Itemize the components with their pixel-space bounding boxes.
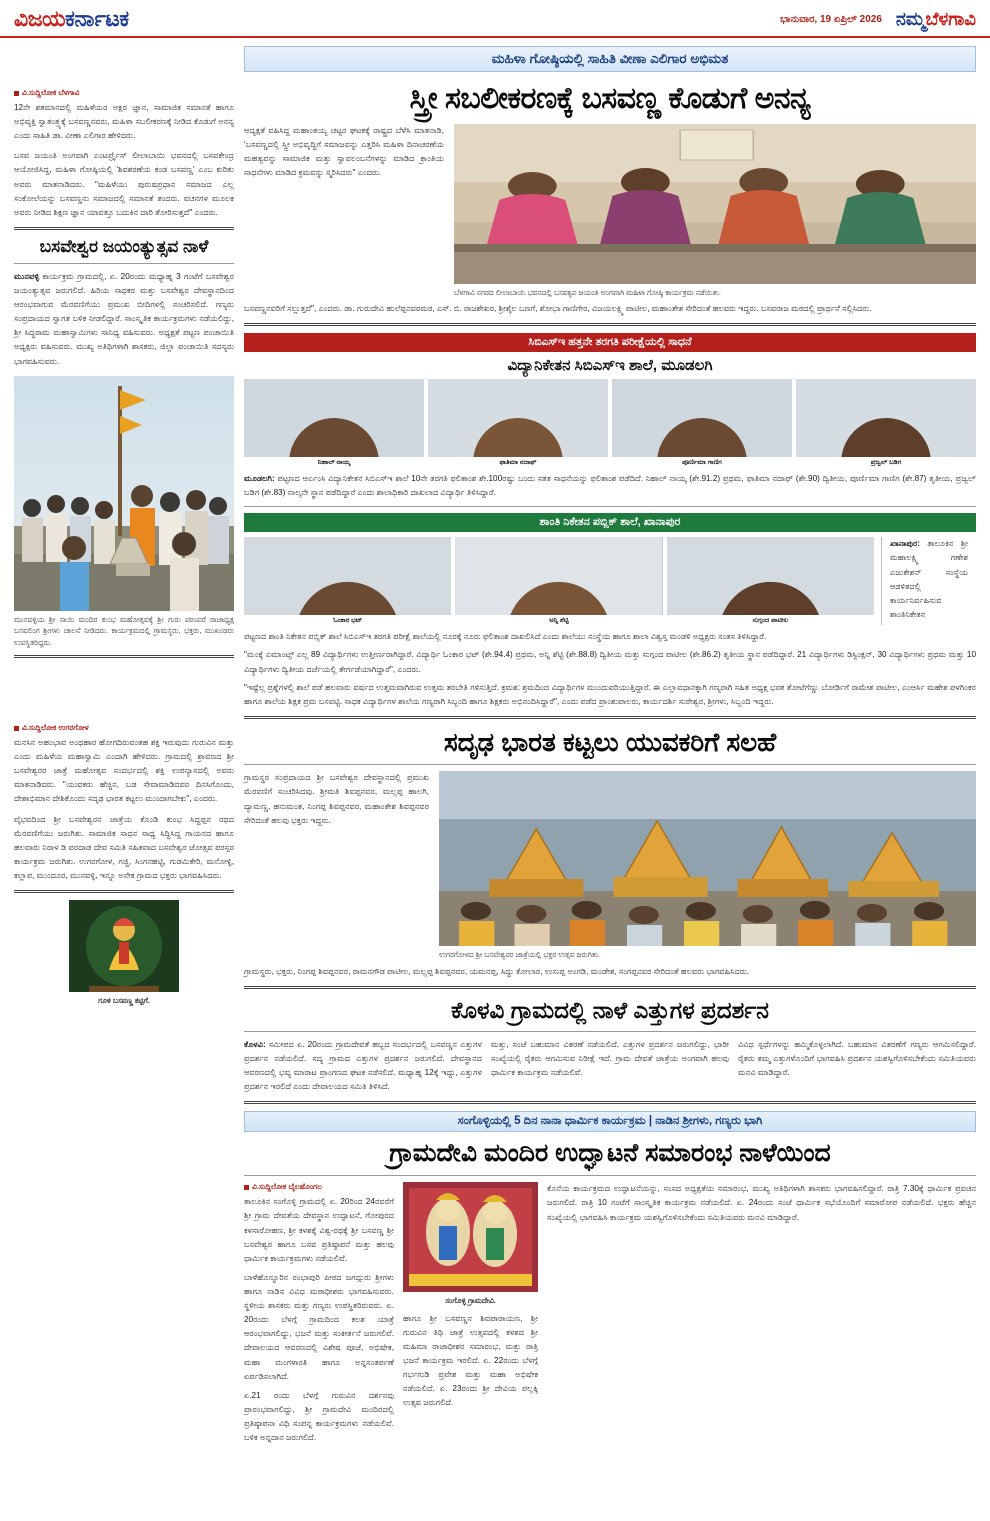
logo-text-2: ಕರ್ನಾಟಕ	[65, 6, 129, 31]
cbse-bar: ಸಿಬಿಎಸ್ಇ ಹತ್ತನೇ ತರಗತಿ ಪರೀಕ್ಷೆಯಲ್ಲಿ ಸಾಧನೆ	[244, 333, 976, 352]
temple-headline: ಗ್ರಾಮದೇವಿ ಮಂದಿರ ಉದ್ಘಾಟನೆ ಸಮಾರಂಭ ನಾಳೆಯಿಂದ	[389, 1139, 831, 1168]
left-column	[14, 46, 234, 1445]
student-name: ಫಾತಿಮಾ ನದಾಫ್	[499, 459, 537, 467]
student-name: ನಿಹಾಲ್ ನಾಯ್ಕ	[317, 459, 351, 467]
lead-strap: ಮಹಿಳಾ ಗೋಷ್ಠಿಯಲ್ಲಿ ಸಾಹಿತಿ ವೀಣಾ ಎಲಿಗಾರ ಅಭಿಮತ	[244, 46, 976, 72]
lead-headline: ಸ್ತ್ರೀ ಸಬಲೀಕರಣಕ್ಕೆ ಬಸವಣ್ಣ ಕೊಡುಗೆ ಅನನ್ಯ	[409, 82, 811, 115]
youth-col4: ಗ್ರಾಮಸ್ಥರು, ಭಕ್ತರು, ನಿಂಗಪ್ಪ ಶಿವಪ್ಪನವರ, ರಾಮನಗೌಡ ಪಾಟೀಲ, ಮಲ್ಲಪ್ಪ ಶಿವಪ್ಪನವರ, ಯಮನಪ್ಪ, ಸಿದ್ಧು ಕೋಲಾರ, ಉಸುಪ್ಪ ಅಂಗಡಿ, ಮಂಡೇಶ, ಸಂಗಪ್ಪನವರ ಸೇರಿದಂತೆ ಹಲವರು ಭಾಗವಹಿಸಿದರು.	[244, 966, 749, 976]
kolavi-col2: ಮತ್ತು, ಸಂಜೆ ಬಹುಮಾನ ವಿತರಣೆ ನಡೆಯಲಿದೆ. ಎತ್ತುಗಳ ಪ್ರದರ್ಶನ ಜರುಗಲಿದ್ದು, ಭಾರೀ ಸಂಖ್ಯೆಯಲ್ಲಿ ರೈತರು ಆಗಮಿಸುವ ನಿರೀಕ್ಷೆ ಇದೆ. ಗ್ರಾಮ ದೇವತೆ ಜಾತ್ರೆಯ ಅಂಗವಾಗಿ ಹಲವು ಧಾರ್ಮಿಕ ಕಾರ್ಯಕ್ರಮ ನಡೆಯಲಿವೆ.	[491, 1039, 729, 1077]
shanti-side	[890, 537, 968, 622]
shanti-text2: "ಮಂಕ್ಕೆ ಎಮಾಂಟ್ಸ್ ಎಲ್ಲ 89 ವಿದ್ಯಾರ್ಥಿಗಳು ಉತ್ತೀರ್ಣರಾಗಿದ್ದಾರೆ. ವಿದ್ಯಾರ್ಥಿ ಓಂಕಾರ ಭಟ್ (ಶೇ.94.4) ಪ್ರಥಮ, ಅನ್ನಿ ಶೆಟ್ಟಿ (ಶೇ.88.8) ದ್ವಿತೀಯ ಮತ್ತು ಸುಗ್ಗಂದ ಪಾಟೀಲ (ಶೇ.86.2) ತೃತೀಯ ಸ್ಥಾನ ಪಡೆದಿದ್ದಾರೆ. 21 ವಿದ್ಯಾರ್ಥಿಗಳು ಡಿಸ್ಟಿಂಕ್ಷನ್, 30 ವಿದ್ಯಾರ್ಥಿಗಳು ಪ್ರಥಮ ಮತ್ತು 10 ವಿದ್ಯಾರ್ಥಿಗಳು ದ್ವಿತೀಯ ದರ್ಜೆಯಲ್ಲಿ ತೇರ್ಗಡೆಯಾಗಿದ್ದಾರೆ", ಎಂದರು.	[244, 650, 976, 674]
student-card	[612, 379, 792, 467]
shanti-portraits	[244, 537, 874, 625]
shanti-side-label: ಖಾನಾಪುರ:	[890, 539, 921, 549]
student-name: ಪೂರ್ಣಿಮಾ ಗಾಣಿಗ	[682, 459, 722, 467]
temple-photo-caption: ಸಂಗೊಳ್ಳಿ ಗ್ರಾಮದೇವಿ.	[445, 1296, 496, 1306]
kolavi-byline: ಕೊಳವಿ:	[244, 1039, 266, 1049]
cbse-portraits	[244, 379, 976, 467]
cbse-subtitle: ವಿದ್ಯಾನಿಕೇತನ ಸಿಬಿಎಸ್ಇ ಶಾಲೆ, ಮೂಡಲಗಿ	[507, 357, 713, 375]
lead-col4: ಬಸವಣ್ಣನವರಿಗೆ ಸಲ್ಲುತ್ತದೆ", ಎಂದರು. ಡಾ. ಗುರುದೇವಿ ಹುಲೆಪ್ಪನವರಮಠ, ಎಸ್. ಬಿ. ರಾಜಶೇಖರ, ಶ್ರೀಶೈಲ ಬಣಗೆ, ಶೋಭಾ ಗಾಣಿಗೇರ, ವಿಜಯಲಕ್ಷ್ಮಿ ಪಾಟೀಲ, ಮಹಾಂತೇಶ ಸೇರಿದಂತೆ ಹಲವರು ಇದ್ದರು. ಬಸವರಾಜ ಮಠದಲ್ಲಿ ಪ್ರಾರ್ಥನೆ ಸಲ್ಲಿಸಿದರು.	[244, 303, 872, 313]
student-name: ಅನ್ನಿ ಶೆಟ್ಟಿ	[549, 617, 569, 625]
page-body	[0, 38, 990, 1461]
publication-logo	[14, 6, 129, 32]
jayanti-photo	[14, 376, 234, 611]
youth-photo	[439, 771, 976, 946]
student-photo	[796, 379, 976, 457]
byline-marker-icon-3	[244, 1185, 249, 1190]
main-column	[244, 46, 976, 1445]
student-name: ಓಂಕಾರ ಭಟ್	[333, 617, 363, 625]
cbse-label: ಮೂಡಲಗಿ:	[244, 474, 275, 484]
student-card	[455, 537, 662, 625]
lead-byline	[14, 88, 234, 98]
student-card	[667, 537, 874, 625]
temple-byline	[244, 1182, 394, 1192]
logo-text-1: ವಿಜಯ	[14, 6, 66, 31]
temple-col3: ಏ.21 ರಂದು ಬೆಳಗ್ಗೆ ಗುರುವಿನ ದರ್ಶನವು ಪ್ರಾರಂಭವಾಗಲಿದ್ದು, ಶ್ರೀ ಗ್ರಾಮದೇವಿ ಮಂದಿರದಲ್ಲಿ ಪ್ರತಿಷ್ಠಾಪನಾ ವಿಧಿ ಸಂಪನ್ನ ಕಾರ್ಯಕ್ರಮಗಳು ನಡೆಯಲಿವೆ. ಬಳಿಕ ಅನ್ನದಾನ ಜರುಗಲಿದೆ.	[244, 1390, 394, 1443]
lead-photo-caption: ಬೆಳಗಾವಿ ನಗರದ ಲೀಲಾಬಾಯಿ ಭವನದಲ್ಲಿ ಬಸವಕೃಪ ಜಯಂತಿ ಅಂಗವಾಗಿ ಮಹಿಳಾ ಗೋಷ್ಠಿ ಕಾರ್ಯಕ್ರಮ ನಡೆಯಿತು.	[454, 287, 721, 297]
masthead	[0, 0, 990, 38]
byline-marker-icon-2	[14, 726, 19, 731]
issue-date: ಭಾನುವಾರ, 19 ಏಪ್ರಿಲ್ 2026	[780, 13, 882, 25]
cbse-text	[244, 472, 976, 500]
lead-col2: ಬಸವ ಜಯಂತಿ ಅಂಗವಾಗಿ ಎಂಟರ್ಪ್ರೈಸ್ ಲೀಲಾಬಾಯಿ ಭವನದಲ್ಲಿ ಬಸವಕೇಂದ್ರ ಆಯೋಜಿಸಿದ್ದ, ಮಹಿಳಾ ಗೋಷ್ಠಿಯಲ್ಲಿ 'ಶಿವಶರಣೆಯ ಕಂಡ ಬಸವಣ್ಣ' ಎಂಬ ಕುರಿತು ಅವರು ಮಾತನಾಡಿದರು. "ಮಹಿಳೆಯು ಪುರುಷಪ್ರಧಾನ ಸಮಾಜದ ಎಲ್ಲ ಸಂಕೋಲೆಯನ್ನು ಬಸವಣ್ಣನು ಸಮಾಜದಲ್ಲಿ ಸಮಾನತೆ ತಂದರು. ವಚನಗಳ ಮೂಲಕ ಅವರು ನೀಡಿದ ಶಿಕ್ಷಣ ಜ್ಞಾನ ಯಾವತ್ತೂ ಬದುಕಿನ ದಾರಿ ತೋರಿಸುತ್ತದೆ" ಎಂದರು.	[14, 151, 234, 217]
edition-text-2: ಬೆಳಗಾವಿ	[925, 8, 976, 29]
temple-col1: ತಾಲೂಕಿನ ಸಂಗೊಳ್ಳಿ ಗ್ರಾಮದಲ್ಲಿ ಏ. 20ರಿಂದ 24ರವರೆಗೆ ಶ್ರೀ ಗ್ರಾಮ ದೇವತೆಯ ದೇವಸ್ಥಾನ ಉದ್ಘಾಟನೆ, ಗೋಪುರದ ಕಳಸಾರೋಹಣ, ಶ್ರೀ ಕಳಶಕ್ಕೆ ವಿಶ್ವ-ರಥಕ್ಕೆ ಶ್ರೀ ಬಸವಣ್ಣ ಶ್ರೀ ಬಸವೇಶ್ವರ ಹಾಗೂ ಬಸವ ಪ್ರತಿಷ್ಠಾಪನೆ ಮತ್ತು ಹಲವು ಧಾರ್ಮಿಕ ಕಾರ್ಯಕ್ರಮಗಳು ನಡೆಯಲಿವೆ.	[244, 1197, 394, 1263]
jayanti-text	[14, 270, 234, 369]
shanti-side-text: ತಾಲೂಕಿನ ಶ್ರೀ ಮಹಾಲಕ್ಷ್ಮಿ ಗಣೇಶ ಎಜುಕೇಶನ್ ಸಂಸ್ಥೆಯ ಆಡಳಿತದಲ್ಲಿ ಕಾರ್ಯನಿರ್ವಹಿಸುವ ಶಾಂತಿನಿಕೇತನ	[890, 539, 969, 619]
jayanti-title: ಬಸವೇಶ್ವರ ಜಯಂತ್ಯುತ್ಸವ ನಾಳೆ	[39, 236, 209, 256]
lead-byline-text: ವಿ.ಸುದ್ದಿಲೋಕ ಬೆಳಗಾವಿ	[22, 88, 80, 97]
student-card	[796, 379, 976, 467]
student-name: ಪ್ರಜ್ವಲ್ ಬಡಿಗ	[870, 459, 902, 467]
youth-photo-caption: ಉಗರಗೋಳದ ಶ್ರೀ ಬಸವೇಶ್ವರರ ಜಾತ್ರೆಯಲ್ಲಿ ಭಕ್ತರ ಉತ್ಸವ ಜರುಗಿತು.	[439, 950, 601, 960]
shanti-text1: ಪಟ್ಟಣದ ಶಾಂತಿ ನಿಕೇತನ ಪಬ್ಲಿಕ್ ಶಾಲೆ ಸಿಬಿಎಸ್ಇ ತರಗತಿ ಪರೀಕ್ಷೆ ಶಾಲೆಯಲ್ಲಿ ನೂರಕ್ಕೆ ನೂರು ಫಲಿತಾಂಶ ದಾಖಲಿಸಿದೆ ಎಂದು ಶಾಲೆಯು ಸಂಸ್ಥೆಯ ಹಾಗೂ ಶಾಲಾ ವಿಶ್ವಸ್ತ ಮಂಡಳಿ ಅಧ್ಯಕ್ಷರು ಸಂತಸ ತಿಳಿಸಿದ್ದಾರೆ.	[244, 632, 767, 642]
kolavi-col3: ವಿವಿಧ ಸ್ಪರ್ಧೆಗಳನ್ನು ಹಮ್ಮಿಕೊಳ್ಳಲಾಗಿದೆ. ಬಹುಮಾನ ವಿತರಣೆಗೆ ಗಣ್ಯರು ಆಗಮಿಸಲಿದ್ದಾರೆ. ರೈತರು ತಮ್ಮ ಎತ್ತುಗಳೊಂದಿಗೆ ಭಾಗವಹಿಸಿ ಪ್ರದರ್ಶನ ಯಶಸ್ವಿಗೊಳಿಸಬೇಕೆಂದು ಸಮಿತಿಯವರು ಮನವಿ ಮಾಡಿದ್ದಾರೆ.	[738, 1039, 976, 1077]
student-card	[244, 379, 424, 467]
youth-byline-text: ವಿ.ಸುದ್ದಿಲೋಕ ಉಗರಗೋಳ	[22, 723, 89, 733]
student-card	[428, 379, 608, 467]
youth-col2: ವೈಭವದಿಂದ ಶ್ರೀ ಬಸವೇಶ್ವರನ ಜಾತ್ರೆಯ ಕೊಂಡಿ ಕುಂಭ ಸಿದ್ಧಪ್ಪನ ರಥದ ಮೆರವಣಿಗೆಯು ಜರುಗಿತು. ಸಾಮಾಜಿಕ ಸಾಧನ ಸಾಧ್ಯ ಸಿದ್ಧಿಸಿದ್ದ ಗಾಯನದ ಹಾಗೂ ಹಲವಾರು ನಿರಾಳ ಡಿ ಪರದಾಡ ದೇವ ಸಮಿತಿ ಸಹಿತವಾದ ಬಸವೇಶ್ವರ ಜೋತ್ಸವ ಪರಸ್ಪರ ಕಾರ್ಯಕ್ರಮ ಜರುಗಿತು. ಉಗರಗೋಳ, ಗಜ್ಜಿ, ಸಿಂಗನಹಟ್ಟಿ, ಗುಡಮಿಕೇರಿ, ಮನೋಳ್ಳಿ, ಕಲ್ಲಾಪ, ಮುಂದೂರ, ಮುನವಳ್ಳಿ, ಇನ್ನೂ ಅನೇಕ ಗ್ರಾಮದ ಭಕ್ತರು ಭಾಗವಹಿಸಿದರು.	[14, 814, 234, 881]
student-card	[244, 537, 451, 625]
youth-col3: ಗ್ರಾಮಸ್ಥರ ಸಂಪ್ರದಾಯದ ಶ್ರೀ ಬಸವೇಶ್ವರ ದೇವಸ್ಥಾನದಲ್ಲಿ ಪ್ರಮುಖ ಮೆರವಣಿಗೆ ಸಂಚರಿಸಿದವು. ಶ್ರೀಮತಿ ಶಿವಪ್ಪನವರ, ಮಲ್ಲಪ್ಪ ಹಾಲಗಿ, ದ್ಯಾಮಣ್ಣ, ಹನುಮಂತ, ನಿಂಗಪ್ಪ ಶಿವಪ್ಪನವರ, ಮಹಾಂತೇಶ ಶಿವಪ್ಪನವರ ಸೇರಿದಂತೆ ಹಲವು ಭಕ್ತರು ಇದ್ದರು.	[244, 773, 429, 825]
temple-photo	[403, 1182, 538, 1292]
kolavi-col1	[244, 1038, 482, 1094]
temple-strap: ಸಂಗೊಳ್ಳಿಯಲ್ಲಿ 5 ದಿನ ನಾನಾ ಧಾರ್ಮಿಕ ಕಾರ್ಯಕ್ರಮ | ನಾಡಿನ ಶ್ರೀಗಳು, ಗಣ್ಯರು ಭಾಗಿ	[244, 1111, 976, 1132]
youth-headline: ಸದೃಢ ಭಾರತ ಕಟ್ಟಲು ಯುವಕರಿಗೆ ಸಲಹೆ	[443, 726, 777, 757]
edition-text-1: ನಮ್ಮ	[895, 8, 926, 29]
student-photo	[612, 379, 792, 457]
temple-byline-text: ವಿ.ಸುದ್ದಿಲೋಕ ಬೈಲಹೊಂಗಲ	[252, 1182, 322, 1192]
youth-byline	[14, 723, 234, 733]
jayanti-photo-caption: ಮುನವಳ್ಳಿಯ ಶ್ರೀ ಸಾಯಿ ಮಂದಿರ ಕುಂಭ ಮಹೋತ್ಸವಕ್ಕೆ ಶ್ರೀ ಗುರು ಪರಂಪರೆ ರಾಜಾಧ್ಯಕ್ಷ ಬಸವಲಿಂಗ ಶ್ರೀಗಳು ಚಾಲನೆ ನೀಡಿದರು. ಕಾರ್ಯಕ್ರಮದಲ್ಲಿ ಗ್ರಾಮಸ್ಥರು, ಭಕ್ತರು, ಮುಖಂಡರು ಉಪಸ್ಥಿತರಿದ್ದರು.	[14, 614, 234, 647]
student-photo	[428, 379, 608, 457]
kolavi-col1-body: ಸಮೀಪದ ಏ. 20ರಂದು ಗ್ರಾಮದೇವತೆ ಹಬ್ಬದ ಸಂದರ್ಭದಲ್ಲಿ ಬಸವಣ್ಣನ ಎತ್ತುಗಳ ಪ್ರದರ್ಶನ ನಡೆಯಲಿದೆ. ಸದ್ಯ ಗ್ರಾಮದ ಎತ್ತುಗಳ ಪ್ರದರ್ಶನ ಜರುಗಲಿದೆ. ದೇವಸ್ಥಾನದ ಆವರಣದಲ್ಲಿ ಭವ್ಯ ಮಾರಾಟ ಪ್ರಾಂಗಣದ ಘಟಕ ನಡೆಸಲಿದೆ. ಮಧ್ಯಾಹ್ನ 12ಕ್ಕೆ ಇದ್ದು, ಎತ್ತುಗಳ ಪ್ರದರ್ಶನ ಇರಲಿದೆ ಎಂದು ದೇವಾಲಯದ ಸಮಿತಿ ತಿಳಿಸಿದೆ.	[244, 1039, 482, 1091]
edition-name	[896, 9, 976, 30]
youth-col1: ಮನಸಿನ ಅಹಂಭಾವ ಅಂಥಹಾರ ಹೋಗದಿರುವಂತಹ ಶಕ್ತಿ ಇರುವುದು ಗುರುವಿನ ಮತ್ತು ಎಂದು ಮಹಿಳೆಯ ಮಹಾಸ್ವಾಮಿ ಎಂದಾಗಿ ಹೇಳಿದರು. ಗ್ರಾಮದಲ್ಲಿ ಶ್ರಾವಣದ ಶ್ರೀ ಬಸವೇಶ್ವರರ ಜಾತ್ರೆ ಮಹೋತ್ಸವ ಸಂದರ್ಭದಲ್ಲಿ ಶಕ್ತಿ ಉಪನ್ಯಾಸದಲ್ಲಿ ಅವರು ಮಾತನಾಡಿದರು. "ಯುವಕರು ಹೆಚ್ಚಿನ, ಬಡ ಸೇವಾಮಾಡಿದವರ ದಿನಸಿಗೊಂದು, ದೇಶಾಭಿಮಾನ ದೇಶಿಕೊಂದು ಸದೃಢ ಭಾರತ ಕಟ್ಟಲು ಮುಂದಾಗಬೇಕು", ಎಂದರು.	[14, 738, 234, 804]
temple-col4: ಹಾಗೂ ಶ್ರೀ ಬಸವಣ್ಣನ ಶಿವಪಾರಾಯಣ, ಶ್ರೀ ಗುರುವಿನ ತಿಥಿ ಜಾತ್ರೆ ಉತ್ಸವದಲ್ಲಿ ಕಳಶದ ಶ್ರೀ ಮಹಿಮಾ ರಾಜಾಧೀಶರ ಸಮಾರಂಭ, ಮತ್ತು ರಾತ್ರಿ ಭಜನೆ ಕಾರ್ಯಕ್ರಮ ಇರಲಿದೆ. ಏ. 22ರಂದು ಬೆಳಗ್ಗೆ ಗರ್ಭಗುಡಿ ಪ್ರವೇಶ ಮತ್ತು ಮಹಾ ಅಭಿಷೇಕ ನಡೆಯಲಿದೆ. ಏ. 23ರಂದು ಶ್ರೀ ದೇವಿಯ ಪಲ್ಲಕ್ಕಿ ಉತ್ಸವ ಜರುಗಲಿದೆ.	[403, 1313, 538, 1408]
temple-col5: ಕೊನೆಯ ಕಾರ್ಯಕ್ರಮದ ಉದ್ಘಾಟನೆಯನ್ನು, ಸಂಸದ ಅಧ್ಯಕ್ಷತೆಯ ಸಮಾರಂಭ, ಮುಖ್ಯ ಅತಿಥಿಗಳಾಗಿ ಶಾಸಕರು ಭಾಗವಹಿಸಲಿದ್ದಾರೆ. ರಾತ್ರಿ 7.30ಕ್ಕೆ ಧಾರ್ಮಿಕ ಪ್ರವಚನ ಜರುಗಲಿದೆ. ರಾತ್ರಿ 10 ಗಂಟೆಗೆ ಸಾಂಸ್ಕೃತಿಕ ಕಾರ್ಯಕ್ರಮ ನಡೆಯಲಿದೆ. ಏ. 24ರಂದು ಸಂಜೆ ಧಾರ್ಮಿಕ ಸಭೆಯೊಂದಿಗೆ ಸಮಾರೋಪ ನಡೆಯಲಿದೆ. ಭಕ್ತರು ಹೆಚ್ಚಿನ ಸಂಖ್ಯೆಯಲ್ಲಿ ಭಾಗವಹಿಸಿ ಕಾರ್ಯಕ್ರಮ ಯಶಸ್ವಿಗೊಳಿಸಬೇಕೆಂದು ಸಮಿತಿಯವರು ಮನವಿ ಮಾಡಿದ್ದಾರೆ.	[547, 1184, 976, 1222]
byline-marker-icon	[14, 91, 19, 96]
kolavi-photo	[69, 900, 179, 992]
student-name: ಸುಗ್ಗಂದ ಪಾಟೀಲ	[752, 617, 789, 625]
cbse-body: ಪಟ್ಟಣದ ಆರ್ಎಂಸಿ ವಿದ್ಯಾನಿಕೇತನ ಸಿಬಿಎಸ್ಇ ಶಾಲೆ 10ನೇ ತರಗತಿ ಫಲಿತಾಂಶ ಶೇ.100ರಷ್ಟು ಬಂದು ಸತತ ಸಾಧನೆಯನ್ನು ಫಲಿತಾಂಶ ಪಡೆದಿದೆ. ನಿಹಾಲ್ ನಾಯ್ಕ (ಶೇ.91.2) ಪ್ರಥಮ, ಫಾತಿಮಾ ನದಾಫ್ (ಶೇ.90) ದ್ವಿತೀಯ, ಪೂರ್ಣಿಮಾ ಗಾಣಿಗ (ಶೇ.87) ತೃತೀಯ, ಪ್ರಜ್ವಲ್ ಬಡಿಗ (ಶೇ.83) ನಾಲ್ಕನೇ ಸ್ಥಾನ ಪಡೆದಿದ್ದಾರೆ ಎಂದು ಶಾಲಾಧಿಕಾರಿ ದಾಖಲಾದ ವಿದ್ಯಾರ್ಥಿ ತಿಳಿಸಿದ್ದಾರೆ.	[244, 474, 976, 498]
lead-col3: ಆದ್ಯಕ್ಷತೆ ವಹಿಸಿದ್ದ ಮಹಾಂತಯ್ಯ ಚಟ್ಟರ ಘಟಕಕ್ಕೆ ರಾಷ್ಟ್ರದ ಬೆಳೆಸಿ ಮಾತನಾಡಿ, 'ಬಸವಣ್ಣದಲ್ಲಿ ಸ್ತ್ರೀ ಅಭಿವೃದ್ಧಿಗೆ ಸಮಾಜವನ್ನು ಎತ್ತರಿಸಿ ಮಹಿಳಾ ದಿನಾಚರಣೆಯ ಮಹತ್ವವನ್ನು ಸಾಮಾಜಿಕ ಮತ್ತು ಸ್ವಾವಲಂಬನೆಗಳನ್ನು ಮಾಡಿದ ಕ್ರಾಂತಿಯ ಸಾಧನೆಗಳು ಮಾಡಿದ ಕ್ರಮವನ್ನು ಸ್ಮರಿಸಿದರು" ಎಂದರು.	[244, 125, 444, 177]
kolavi-photo-caption: ಗೂಳಿ ಬಸವಣ್ಣ ಕಟ್ಟಿಗೆ.	[98, 996, 150, 1006]
student-photo	[667, 537, 874, 615]
lead-col1: 12ನೇ ಶತಮಾನದಲ್ಲಿ ಮಹಿಳೆಯರ ಅಕ್ಷರ ಜ್ಞಾನ, ಸಾಮಾಜಿಕ ಸಮಾನತೆ ಹಾಗೂ ಅಭಿವ್ಯಕ್ತಿ ಸ್ವಾತಂತ್ರ್ಯಕ್ಕೆ ಬಸವಣ್ಣನವರು, ಮಹಿಳಾ ಸಬಲೀಕರಣಕ್ಕೆ ನೀಡಿದ ಕೊಡುಗೆ ಅನನ್ಯ ಎಂದು ಸಾಹಿತಿ ಡಾ. ವೀಣಾ ಎಲಿಗಾರ ಹೇಳಿದರು.	[14, 103, 234, 141]
kolavi-headline: ಕೊಳವಿ ಗ್ರಾಮದಲ್ಲಿ ನಾಳೆ ಎತ್ತುಗಳ ಪ್ರದರ್ಶನ	[451, 996, 769, 1023]
lead-photo	[454, 124, 976, 284]
student-photo	[244, 379, 424, 457]
temple-col2: ಬಾಳೆಹೊನ್ನೂರಿನ ರಂಭಾಪುರಿ ಪೀಠದ ಜಗದ್ಗುರು ಶ್ರೀಗಳು ಹಾಗೂ ನಾಡಿನ ವಿವಿಧ ಮಠಾಧೀಶರು ಭಾಗವಹಿಸುವರು. ಸ್ಥಳೀಯ ಶಾಸಕರು ಮತ್ತು ಗಣ್ಯರು ಉಪಸ್ಥಿತರಿರುವರು. ಏ. 20ರಂದು ಬೆಳಗ್ಗೆ ಗ್ರಾಮದಿಂದ ಕಲಶ ಯಾತ್ರೆ ಆರಂಭವಾಗಲಿದ್ದು, ಭಜನೆ ಮತ್ತು ಸಂಕೀರ್ತನೆ ಜರುಗಲಿವೆ. ದೇವಾಲಯದ ಆವರಣದಲ್ಲಿ ವಿಶೇಷ ಪೂಜೆ, ಅಭಿಷೇಕ, ಮಹಾ ಮಂಗಳಾರತಿ ಹಾಗೂ ಅನ್ನಸಂತರ್ಪಣೆ ಏರ್ಪಡಿಸಲಾಗಿದೆ.	[244, 1272, 394, 1381]
student-photo	[244, 537, 451, 615]
shanti-text3: "ಇಷ್ಟೆಲ್ಲ ಪ್ರಶ್ನೆಗಳಲ್ಲಿ ಶಾಲೆ ಪಡೆ ಹಲವಾರು ವರ್ಷದ ಉತ್ತಮವಾಗಿರುವ ಉತ್ತಮ ತರಬೇತಿ ಗಳಿಸುತ್ತಿದೆ. ಕ್ರಮಶ: ಶ್ರಮದಿಂದ ವಿದ್ಯಾರ್ಥಿಗಳ ಮುಂದುವರಿಯುತ್ತಿದ್ದಾರೆ. ಈ ಎಲ್ಲಾವಧಾನಕ್ಕಾಗಿ ಗಣ್ಯರಾಗಿ ಸಹಿತ ಅಧ್ಯಕ್ಷ ಭರತ ತೋಟೆಗೆಣ್ಣು ಬೋರ್ಡಿಗೆ ರಾಮೇಶ ಪಾಟೀಲ, ಎಂಆರ್ಸಿ ಮಹೇಶ ಪಳಗಿಂಕರ ಹಾಗೂ ಶಾಲೆಯ ಶಿಕ್ಷಕ ಪ್ರಮ ಬಸವಟ್ಟಿ. ಸಾಧಕ ವಿದ್ಯಾರ್ಥಿಗಳ ಶಾಲೆಯ ಗಣ್ಯರಾಗಿ ಸಿಬ್ಬಂದಿ ಹಾಗೂ ಶಿಕ್ಷಕರು ಅಭಿನಂದಿಸಿದ್ದಾರೆ", ಎಂದು ಪಡೆದ ಪ್ರಾಂಶುಪಾಲರು, ಕಾರ್ಯದರ್ಶಿ ಸುರೇಶ್ವರ, ಶ್ರೀಗಳು, ಸಿಬ್ಬಂದಿ ಇದ್ದರು.	[244, 682, 976, 706]
jayanti-byline: ಮುನವಳ್ಳಿ	[14, 271, 40, 281]
student-photo	[455, 537, 662, 615]
jayanti-body: ಕಾರ್ಯಕ್ರಮ ಗ್ರಾಮದಲ್ಲಿ, ಏ. 20ರಂದು ಮಧ್ಯಾಹ್ನ 3 ಗಂಟೆಗೆ ಬಸವೇಶ್ವರ ಜಯಂತ್ಯುತ್ಸವ ಜರುಗಲಿದೆ. ಹಿರಿಯ ಸಾಧಕರ ಮತ್ತು ಬಸವೇಶ್ವರ ದೇವಸ್ಥಾನದಿಂದ ಆರಂಭವಾಗುವ ಮೆರವಣಿಗೆಯು ಪ್ರಮುಖ ಬೀದಿಗಳಲ್ಲಿ ಸಂಚರಿಸಲಿದೆ. ಗಣ್ಯರು ಸಂಪ್ರದಾಯದ ಸ್ವಾಗತ ಬಳಿಕ ನೀಡಲಿದ್ದಾರೆ. ಸಾಂಸ್ಕೃತಿಕ ಕಾರ್ಯಕ್ರಮಗಳು ನಡೆಯಲಿದ್ದು, ಶ್ರೀ ಸಿದ್ಧರಾಮ ಮಹಾಸ್ವಾಮಿಗಳು ಸಾನಿಧ್ಯ ವಹಿಸುವರು. ಅಧ್ಯಕ್ಷತೆ ಪಟ್ಟಣ ಪಂಚಾಯಿತಿ ಅಧ್ಯಕ್ಷರು ವಹಿಸುವರು. ಮುಖ್ಯ ಅತಿಥಿಗಳಾಗಿ ಶಾಸಕರು, ಜಿಲ್ಲಾ ಪಂಚಾಯಿತಿ ಸದಸ್ಯರು ಭಾಗವಹಿಸುವರು.	[14, 271, 234, 366]
shanti-bar: ಶಾಂತಿ ನಿಕೇತನ ಪಬ್ಲಿಕ್ ಶಾಲೆ, ಖಾನಾಪುರ	[244, 513, 976, 532]
